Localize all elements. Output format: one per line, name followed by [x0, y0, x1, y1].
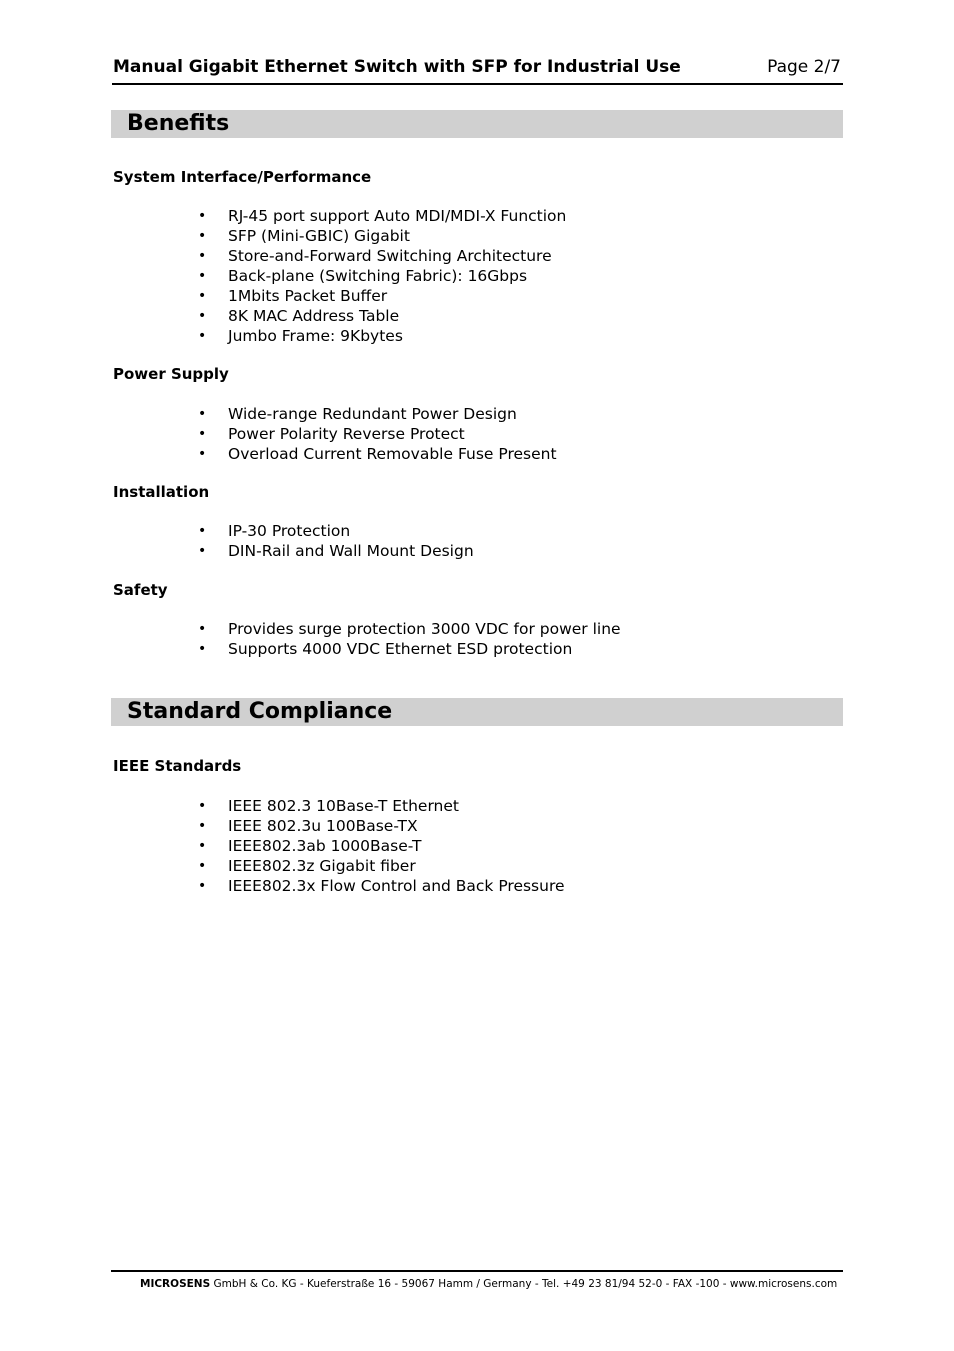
- bullet-list-installation: [198, 521, 474, 561]
- bullet-icon: •: [198, 446, 207, 462]
- list-item-text: IEEE 802.3u 100Base-TX: [228, 817, 418, 835]
- list-item-text: Wide-range Redundant Power Design: [228, 405, 517, 423]
- list-item-text: 1Mbits Packet Buffer: [228, 287, 388, 305]
- bullet-icon: •: [198, 543, 207, 559]
- bullet-icon: •: [198, 228, 207, 244]
- document-title: Manual Gigabit Ethernet Switch with SFP for Industrial Use: [113, 57, 681, 77]
- list-item-text: IEEE802.3z Gigabit fiber: [228, 857, 416, 875]
- bullet-list-safety: [198, 619, 621, 659]
- list-item-text: DIN-Rail and Wall Mount Design: [228, 542, 474, 560]
- footer-divider: [111, 1270, 843, 1272]
- list-item: [198, 521, 474, 541]
- subheading-safety: Safety: [113, 581, 168, 599]
- section-title: Benefits: [127, 111, 230, 136]
- subheading-system-interface: System Interface/Performance: [113, 168, 372, 186]
- bullet-icon: •: [198, 208, 207, 224]
- list-item: [198, 306, 566, 326]
- list-item-text: SFP (Mini-GBIC) Gigabit: [228, 227, 410, 245]
- list-item: [198, 286, 566, 306]
- list-item: [198, 326, 566, 346]
- bullet-icon: •: [198, 838, 207, 854]
- list-item-text: IEEE802.3ab 1000Base-T: [228, 837, 422, 855]
- bullet-icon: •: [198, 641, 207, 657]
- list-item-text: IP-30 Protection: [228, 522, 351, 540]
- bullet-icon: •: [198, 858, 207, 874]
- list-item-text: Store-and-Forward Switching Architecture: [228, 247, 552, 265]
- page-number: Page 2/7: [767, 57, 841, 77]
- list-item-text: Back-plane (Switching Fabric): 16Gbps: [228, 267, 528, 285]
- bullet-icon: •: [198, 621, 207, 637]
- bullet-icon: •: [198, 878, 207, 894]
- bullet-icon: •: [198, 818, 207, 834]
- bullet-icon: •: [198, 798, 207, 814]
- bullet-list-system-interface: [198, 206, 566, 346]
- list-item: [198, 226, 566, 246]
- list-item-text: Provides surge protection 3000 VDC for power line: [228, 620, 621, 638]
- list-item: [198, 836, 565, 856]
- list-item: [198, 856, 565, 876]
- list-item-text: Jumbo Frame: 9Kbytes: [228, 327, 403, 345]
- list-item: [198, 541, 474, 561]
- bullet-icon: •: [198, 288, 207, 304]
- list-item-text: IEEE802.3x Flow Control and Back Pressure: [228, 877, 565, 895]
- list-item-text: RJ-45 port support Auto MDI/MDI-X Function: [228, 207, 567, 225]
- bullet-icon: •: [198, 523, 207, 539]
- list-item: [198, 444, 557, 464]
- bullet-list-ieee-standards: [198, 796, 565, 896]
- section-heading-standard-compliance: [111, 698, 843, 726]
- subheading-installation: Installation: [113, 483, 210, 501]
- list-item: [198, 619, 621, 639]
- section-title: Standard Compliance: [127, 699, 393, 724]
- bullet-icon: •: [198, 426, 207, 442]
- list-item: [198, 246, 566, 266]
- list-item-text: Power Polarity Reverse Protect: [228, 425, 465, 443]
- bullet-icon: •: [198, 406, 207, 422]
- page-header: [112, 56, 843, 85]
- footer-contact-text: GmbH & Co. KG - Kueferstraße 16 - 59067 Hamm / Germany - Tel. +49 23 81/94 52-0 - FAX -100 - www.microsens.com: [210, 1278, 838, 1290]
- bullet-icon: •: [198, 268, 207, 284]
- list-item-text: IEEE 802.3 10Base-T Ethernet: [228, 797, 459, 815]
- list-item-text: Overload Current Removable Fuse Present: [228, 445, 557, 463]
- list-item: [198, 424, 557, 444]
- list-item: [198, 206, 566, 226]
- bullet-list-power-supply: [198, 404, 557, 464]
- page-footer: [140, 1278, 837, 1290]
- list-item-text: Supports 4000 VDC Ethernet ESD protection: [228, 640, 573, 658]
- subheading-power-supply: Power Supply: [113, 365, 229, 383]
- bullet-icon: •: [198, 308, 207, 324]
- list-item: [198, 796, 565, 816]
- section-heading-benefits: [111, 110, 843, 138]
- list-item: [198, 816, 565, 836]
- list-item: [198, 639, 621, 659]
- list-item: [198, 404, 557, 424]
- list-item: [198, 876, 565, 896]
- list-item-text: 8K MAC Address Table: [228, 307, 400, 325]
- list-item: [198, 266, 566, 286]
- bullet-icon: •: [198, 248, 207, 264]
- bullet-icon: •: [198, 328, 207, 344]
- subheading-ieee-standards: IEEE Standards: [113, 757, 242, 775]
- company-brand: MICROSENS: [140, 1278, 211, 1290]
